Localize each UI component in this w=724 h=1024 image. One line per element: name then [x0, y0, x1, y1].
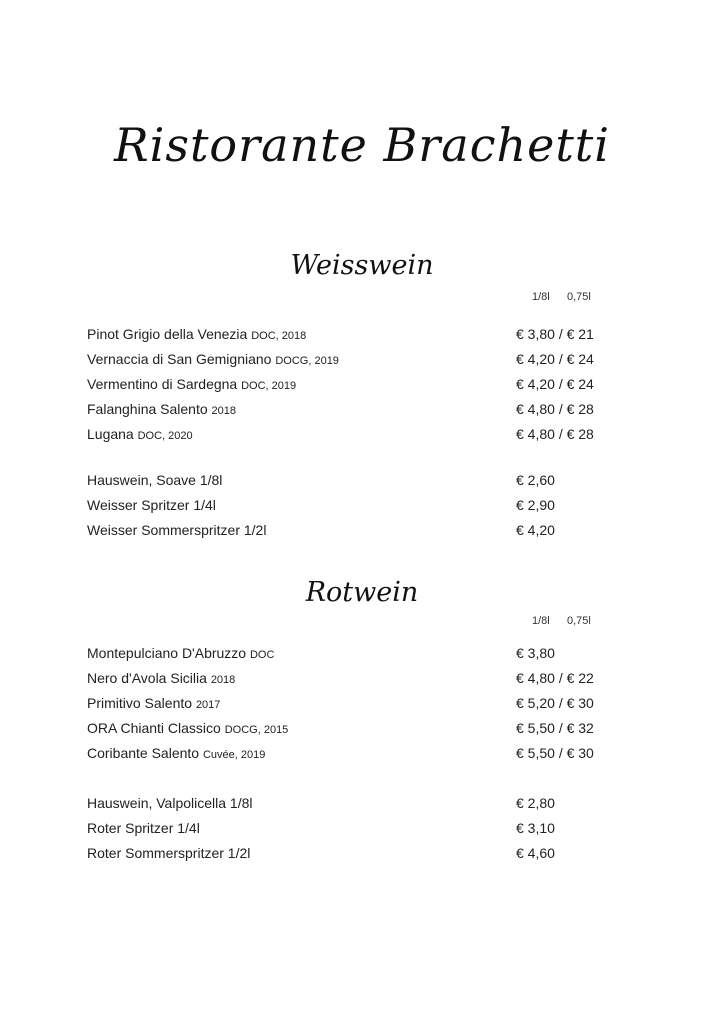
house-wine-row	[87, 792, 617, 814]
section-heading-weisswein: Weisswein	[290, 250, 434, 281]
house-wine-name: Weisser Sommerspritzer 1/2l	[87, 522, 267, 538]
page-title: Ristorante Brachetti	[113, 118, 610, 172]
wine-price: € 5,20 / € 30	[516, 695, 594, 711]
wine-detail: 2017	[195, 699, 221, 711]
house-wine-price: € 4,20	[516, 522, 555, 538]
house-wine-name: Roter Spritzer 1/4l	[87, 820, 200, 836]
house-wine-row	[87, 817, 617, 839]
wine-detail: 2018	[210, 674, 236, 686]
house-wine-row	[87, 519, 617, 541]
wine-price: € 4,80 / € 28	[516, 401, 594, 417]
wine-name: Vernaccia di San Gemigniano	[87, 351, 272, 367]
column-header-small: 1/8l	[532, 615, 550, 627]
wine-detail: DOCG, 2019	[275, 355, 339, 367]
wine-name: Pinot Grigio della Venezia	[87, 326, 248, 342]
wine-row	[87, 398, 617, 420]
wine-price: € 4,80 / € 28	[516, 426, 594, 442]
wine-name: Nero d'Avola Sicilia	[87, 670, 207, 686]
wine-detail: DOC	[249, 649, 275, 661]
wine-price: € 3,80	[516, 645, 555, 661]
wine-row	[87, 742, 617, 764]
house-wine-price: € 2,80	[516, 795, 555, 811]
wine-name: Coribante Salento	[87, 745, 200, 761]
wine-price: € 4,20 / € 24	[516, 376, 594, 392]
wine-price: € 5,50 / € 32	[516, 720, 594, 736]
house-wine-price: € 2,60	[516, 472, 555, 488]
house-wine-price: € 2,90	[516, 497, 555, 513]
house-wine-row	[87, 842, 617, 864]
wine-detail: DOC, 2019	[241, 380, 297, 392]
section-heading-rotwein: Rotwein	[305, 577, 419, 608]
house-wine-row	[87, 494, 617, 516]
house-wine-name: Hauswein, Soave 1/8l	[87, 472, 223, 488]
house-wine-name: Roter Sommerspritzer 1/2l	[87, 845, 251, 861]
house-wine-name: Weisser Spritzer 1/4l	[87, 497, 216, 513]
wine-row	[87, 348, 617, 370]
wine-price: € 4,20 / € 24	[516, 351, 594, 367]
wine-detail: 2018	[211, 405, 237, 417]
house-wine-price: € 4,60	[516, 845, 555, 861]
column-header-large: 0,75l	[567, 615, 591, 627]
column-header-large: 0,75l	[567, 291, 591, 303]
house-wine-row	[87, 469, 617, 491]
house-wine-price: € 3,10	[516, 820, 555, 836]
wine-price: € 4,80 / € 22	[516, 670, 594, 686]
wine-row	[87, 323, 617, 345]
wine-row	[87, 423, 617, 445]
wine-row	[87, 667, 617, 689]
wine-row	[87, 692, 617, 714]
wine-name: Primitivo Salento	[87, 695, 193, 711]
wine-price: € 5,50 / € 30	[516, 745, 594, 761]
wine-name: ORA Chianti Classico	[87, 720, 221, 736]
wine-row	[87, 642, 617, 664]
wine-row	[87, 373, 617, 395]
wine-detail: DOC, 2018	[251, 330, 307, 342]
wine-name: Montepulciano D'Abruzzo	[87, 645, 247, 661]
wine-price: € 3,80 / € 21	[516, 326, 594, 342]
wine-name: Lugana	[87, 426, 134, 442]
house-wine-name: Hauswein, Valpolicella 1/8l	[87, 795, 253, 811]
wine-row	[87, 717, 617, 739]
wine-detail: DOC, 2020	[137, 430, 193, 442]
wine-name: Falanghina Salento	[87, 401, 208, 417]
column-header-small: 1/8l	[532, 291, 550, 303]
wine-name: Vermentino di Sardegna	[87, 376, 238, 392]
wine-detail: DOCG, 2015	[224, 724, 289, 736]
wine-detail: Cuvée, 2019	[202, 749, 266, 761]
